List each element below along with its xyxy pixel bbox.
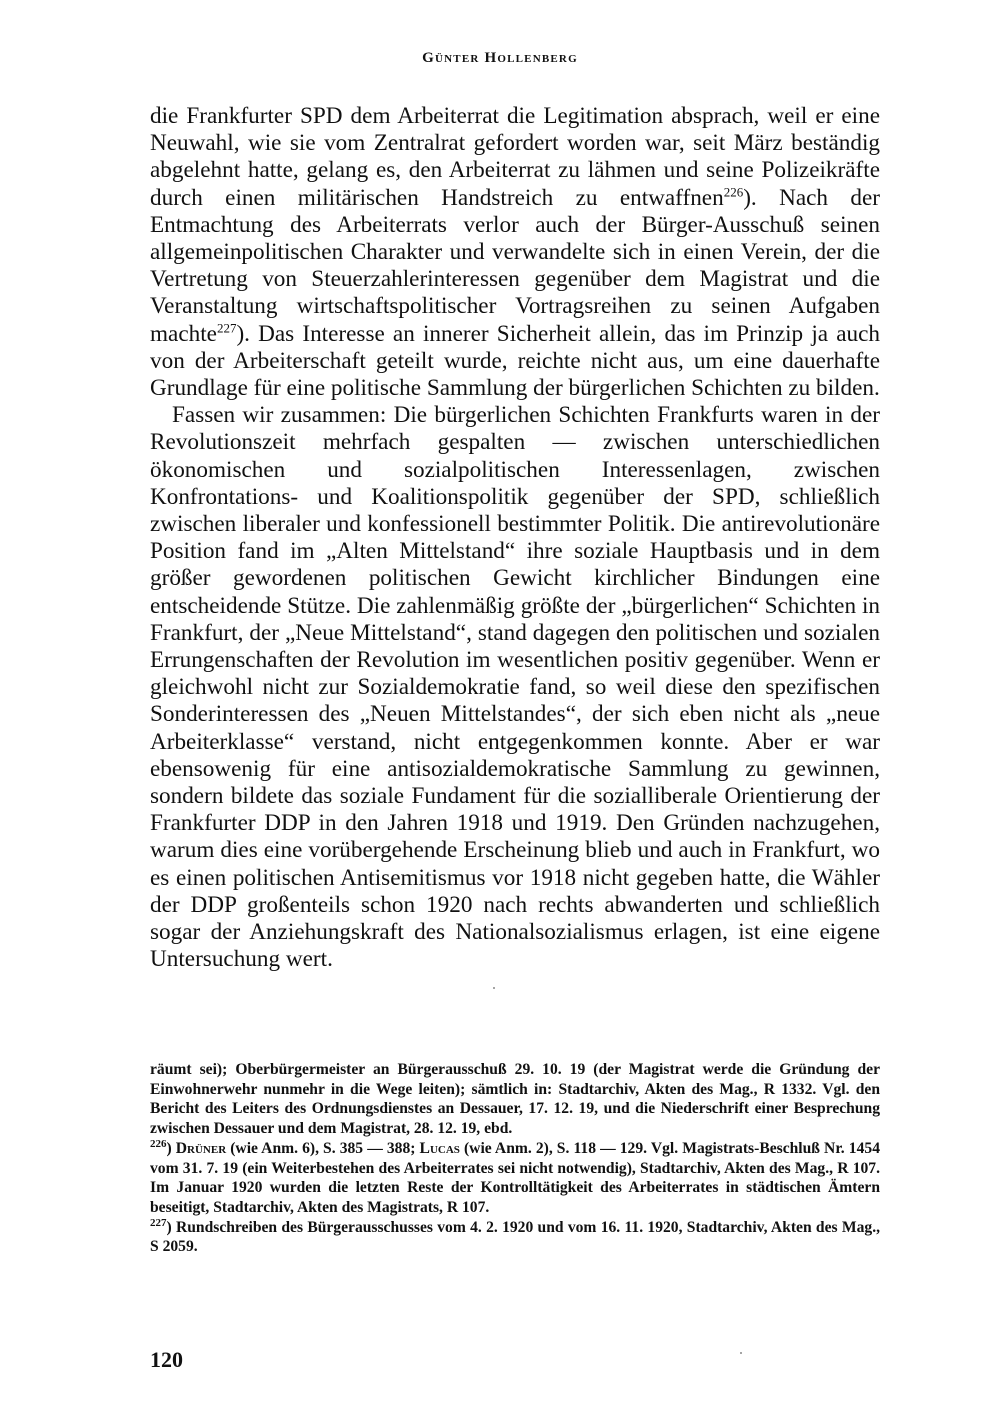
- text-run: ). Nach der Entmachtung des Arbeiterrats verlor auch der Bürger-Ausschuß seinen allgemeinpolitischen Charakter und verwandelte sich in einen Verein, der die Vertretung von Steuerzahlerinteressen gegenüber dem Magistrat und die Veranstaltung wirtschaftspolitischer Vortragsreihen zu seinen Aufgaben machte: [150, 184, 880, 347]
- footnote-226: $^{226}$) Drüner (wie Anm. 6), S. 385 — 388; Lucas (wie Anm. 2), S. 118 — 129. Vgl. Magistrats-Beschluß Nr. 1454 vom 31. 7. 19 (ein Weiterbestehen des Arbeiterrates sei nicht notwendig), Stadtarchiv, Akten des Mag., R 107. Im Januar 1920 wurden die letzten Reste der Kontrolltätigkeit des Arbeiterrates in städtischen Ämtern beseitigt, Stadtarchiv, Akten des Magistrats, R 107.: [150, 1137, 880, 1216]
- footnote-continuation: räumt sei); Oberbürgermeister an Bürgerausschuß 29. 10. 19 (der Magistrat werde die Gründung der Einwohnerwehr nunmehr in die Wege leiten); sämtlich in: Stadtarchiv, Akten des Mag., R 1332. Vgl. den Bericht des Leiters des Ordnungsdienstes an Dessauer, 17. 12. 19, und die Niederschrift einer Besprechung zwischen Dessauer und dem Magistrat, 28. 12. 19, ebd.: [150, 1061, 880, 1138]
- footnote-ref: 227: [216, 319, 237, 335]
- print-speck: [740, 1352, 742, 1354]
- footnote-227: [150, 1218, 880, 1257]
- author-name: Drüner: [175, 1139, 227, 1157]
- print-speck: [493, 987, 495, 989]
- footnotes: [150, 1060, 880, 1257]
- main-text: [150, 103, 880, 974]
- page-number: 120: [150, 1347, 183, 1372]
- text-run: (wie Anm. 2), S. 118 — 129. Vgl. Magistrats-Beschluß Nr. 1454 vom 31. 7. 19 (ein Weiterbestehen des Arbeiterrates sei nicht notwendig), Stadtarchiv, Akten des Mag., R 107. Im Januar 1920 wurden die letzten Reste der Kontrolltätigkeit des Arbeiterrates in städtischen Ämtern beseitigt, Stadtarchiv, Akten des Magistrats, R 107.: [150, 1139, 880, 1216]
- footnote-number: 226: [150, 1137, 167, 1150]
- paragraph: [150, 103, 880, 402]
- text-run: (wie Anm. 6), S. 385 — 388;: [226, 1139, 420, 1157]
- footnote-ref: 226: [723, 183, 744, 199]
- text-run: ). Das Interesse an innerer Sicherheit allein, das im Prinzip ja auch von der Arbeiterschaft geteilt wurde, reichte nicht aus, um eine dauerhafte Grundlage für eine politische Sammlung der bürgerlichen Schichten zu bilden.: [150, 320, 880, 402]
- text-run: ) Rundschreiben des Bürgerausschusses vom 4. 2. 1920 und vom 16. 11. 1920, Stadtarchiv, Akten des Mag., S 2059.: [150, 1218, 880, 1256]
- paragraph: Fassen wir zusammen: Die bürgerlichen Schichten Frankfurts waren in der Revolutionszeit mehrfach gespalten — zwischen unterschiedlichen ökonomischen und sozialpolitischen Interessenlagen, zwischen Konfrontations- und Koalitionspolitik gegenüber der SPD, schließlich zwischen liberaler und konfessionell bestimmter Politik. Die antirevolutionäre Position fand im „Alten Mittelstand“ ihre soziale Hauptbasis und in dem größer gewordenen politischen Gewicht kirchlicher Bindungen eine entscheidende Stütze. Die zahlenmäßig größte der „bürgerlichen“ Schichten in Frankfurt, der „Neue Mittelstand“, stand dagegen den politischen und sozialen Errungenschaften der Revolution im wesentlichen positiv gegenüber. Wenn er gleichwohl nicht zur Sozialdemokratie fand, so weil diese den spezifischen Sonderinteressen des „Neuen Mittelstandes“, der sich eben nicht als „neue Arbeiterklasse“ verstand, nicht entgegenkommen konnte. Aber er war ebensowenig für eine antisozialdemokratische Sammlung zu gewinnen, sondern bildete das soziale Fundament für die sozialliberale Orientierung der Frankfurter DDP in den Jahren 1918 und 1919. Den Gründen nachzugehen, warum dies eine vorübergehende Erscheinung blieb und auch in Frankfurt, wo es einen politischen Antisemitismus vor 1918 nicht gegeben hatte, die Wähler der DDP großenteils schon 1920 nach rechts abwanderten und schließlich sogar der Anziehungskraft des Nationalsozialismus erlagen, ist eine eigene Untersuchung wert.: [150, 402, 880, 973]
- text-run: die Frankfurter SPD dem Arbeiterrat die Legitimation absprach, weil er eine Neuwahl, wie sie vom Zentralrat gefordert worden war, seit März beständig abgelehnt hatte, gelang es, den Arbeiterrat zu lähmen und seine Polizeikräfte durch einen militärischen Handstreich zu entwaffnen: [150, 103, 880, 211]
- author-name: Lucas: [419, 1139, 460, 1157]
- footnote-number: 227: [150, 1216, 167, 1229]
- running-head: Günter Hollenberg: [422, 50, 578, 66]
